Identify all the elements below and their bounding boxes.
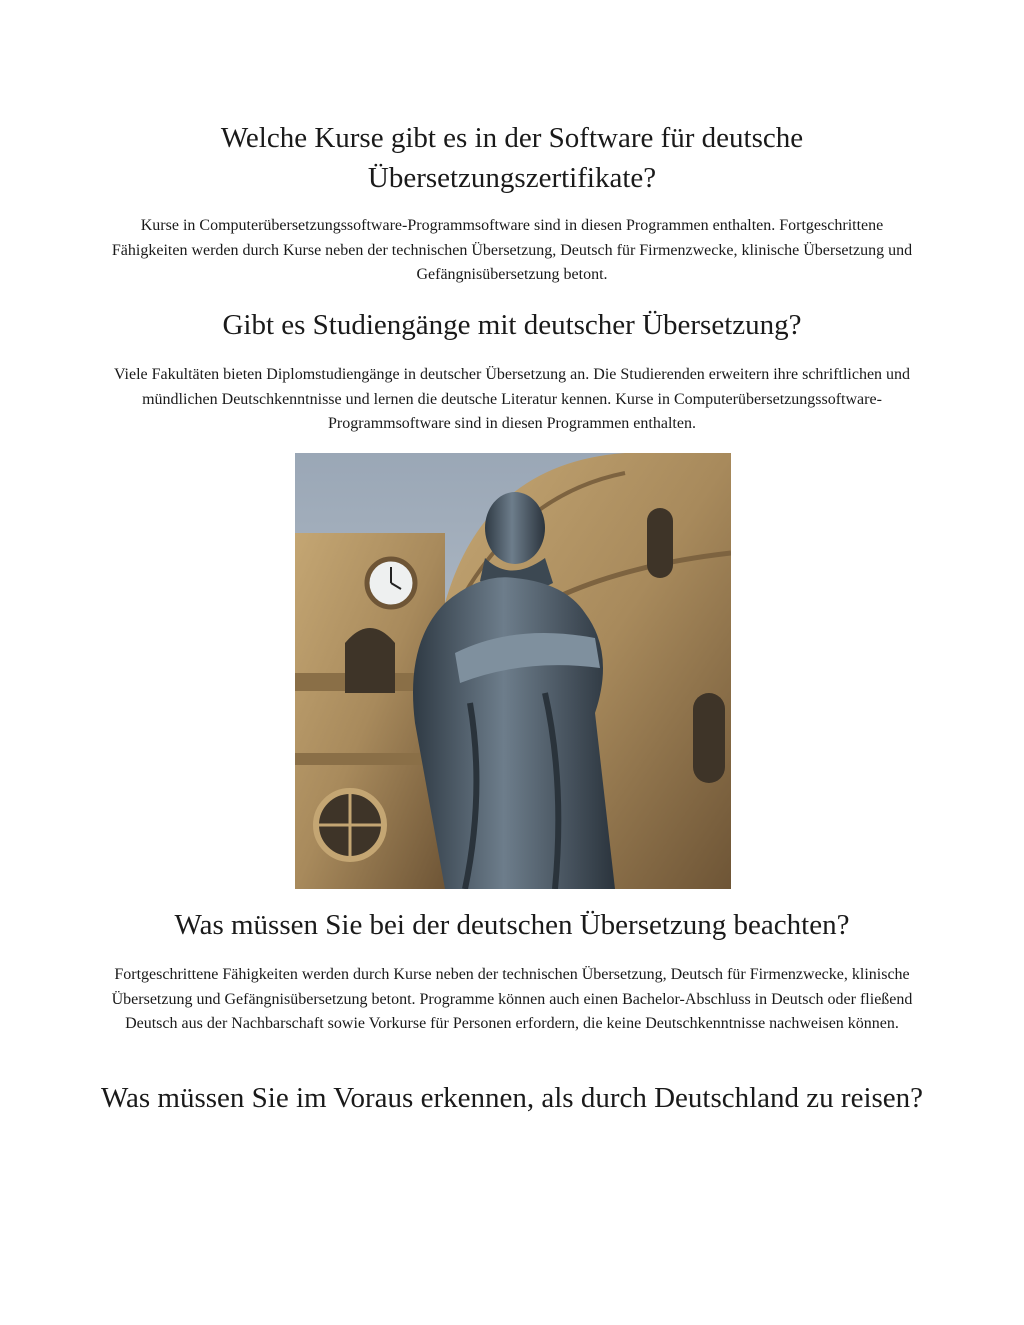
- paragraph-certificate-courses: Kurse in Computerübersetzungssoftware-Programmsoftware sind in diesen Programmen enthalten. Fortgeschrittene Fähigkeiten werden durch Kurse neben der technischen Übersetzung, Deutsch für Firmenzwecke, klinische Übersetzung und Gefängnisübersetzung betont.: [111, 217, 913, 283]
- statue-photo-illustration: [295, 453, 731, 889]
- arched-window: [345, 628, 395, 693]
- paragraph-degree-programs: Viele Fakultäten bieten Diplomstudiengänge in deutscher Übersetzung an. Die Studierenden erweitern ihre schriftlichen und mündlichen Deutschkenntnisse und lernen die deutsche Literatur kennen. Kurse in Computerübersetzungssoftware-Programmsoftware sind in diesen Programmen enthalten.: [113, 366, 911, 432]
- statue-photo: [295, 453, 731, 889]
- heading-travel-germany: Was müssen Sie im Voraus erkennen, als durch Deutschland zu reisen?: [100, 1082, 924, 1114]
- dome-window: [693, 693, 725, 783]
- paragraph-translation-considerations: Fortgeschrittene Fähigkeiten werden durch Kurse neben der technischen Übersetzung, Deutsch für Firmenzwecke, klinische Übersetzung und Gefängnisübersetzung betont. Programme können auch einen Bachelor-Abschluss in Deutsch oder fließend Deutsch aus der Nachbarschaft sowie Vorkurse für Personen erfordern, die keine Deutschkenntnisse nachweisen können.: [111, 966, 913, 1032]
- heading-certificate-courses: Welche Kurse gibt es in der Software für deutsche Übersetzungszertifikate?: [220, 122, 804, 194]
- dome-window: [647, 508, 673, 578]
- heading-degree-programs: Gibt es Studiengänge mit deutscher Übersetzung?: [222, 309, 802, 341]
- heading-translation-considerations: Was müssen Sie bei der deutschen Übersetzung beachten?: [174, 909, 850, 941]
